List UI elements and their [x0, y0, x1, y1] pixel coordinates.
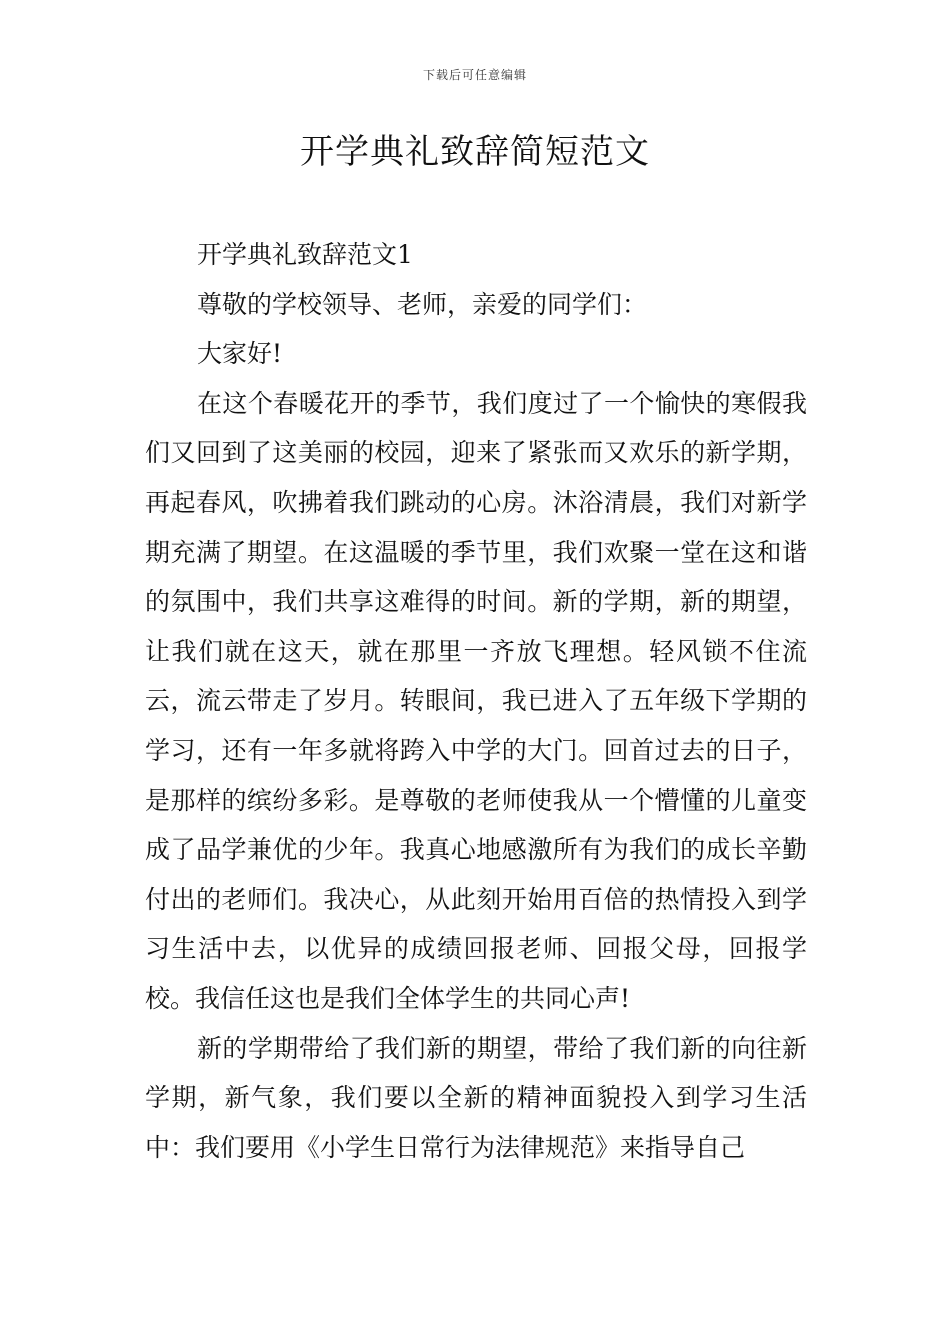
- salutation: 尊敬的学校领导、老师，亲爱的同学们：: [197, 289, 648, 319]
- section-heading: 开学典礼致辞范文1: [197, 240, 413, 269]
- greeting: 大家好!: [197, 339, 283, 369]
- header-note: 下载后可任意编辑: [422, 68, 527, 82]
- body-paragraph: 新的学期带给了我们新的期望，带给了我们新的向往新学期，新气象，我们要以全新的精神面貌投入到学习生活中：我们要用《小学生日常行为法律规范》来指导自己: [145, 1033, 807, 1162]
- page-title: 开学典礼致辞简短范文: [300, 132, 650, 172]
- document-body: [145, 230, 807, 1172]
- body-paragraph: 在这个春暖花开的季节，我们度过了一个愉快的寒假我们又回到了这美丽的校园，迎来了紧张而又欢乐的新学期，再起春风，吹拂着我们跳动的心房。沐浴清晨，我们对新学期充满了期望。在这温暖的季节里，我们欢聚一堂在这和谐的氛围中，我们共享这难得的时间。新的学期，新的期望，让我们就在这天，就在那里一齐放飞理想。轻风锁不住流云，流云带走了岁月。转眼间，我已进入了五年级下学期的学习，还有一年多就将跨入中学的大门。回首过去的日子，是那样的缤纷多彩。是尊敬的老师使我从一个懵懂的儿童变成了品学兼优的少年。我真心地感激所有为我们的成长辛勤付出的老师们。我决心，从此刻开始用百倍的热情投入到学习生活中去，以优异的成绩回报老师、回报父母，回报学校。我信任这也是我们全体学生的共同心声!: [145, 388, 807, 1013]
